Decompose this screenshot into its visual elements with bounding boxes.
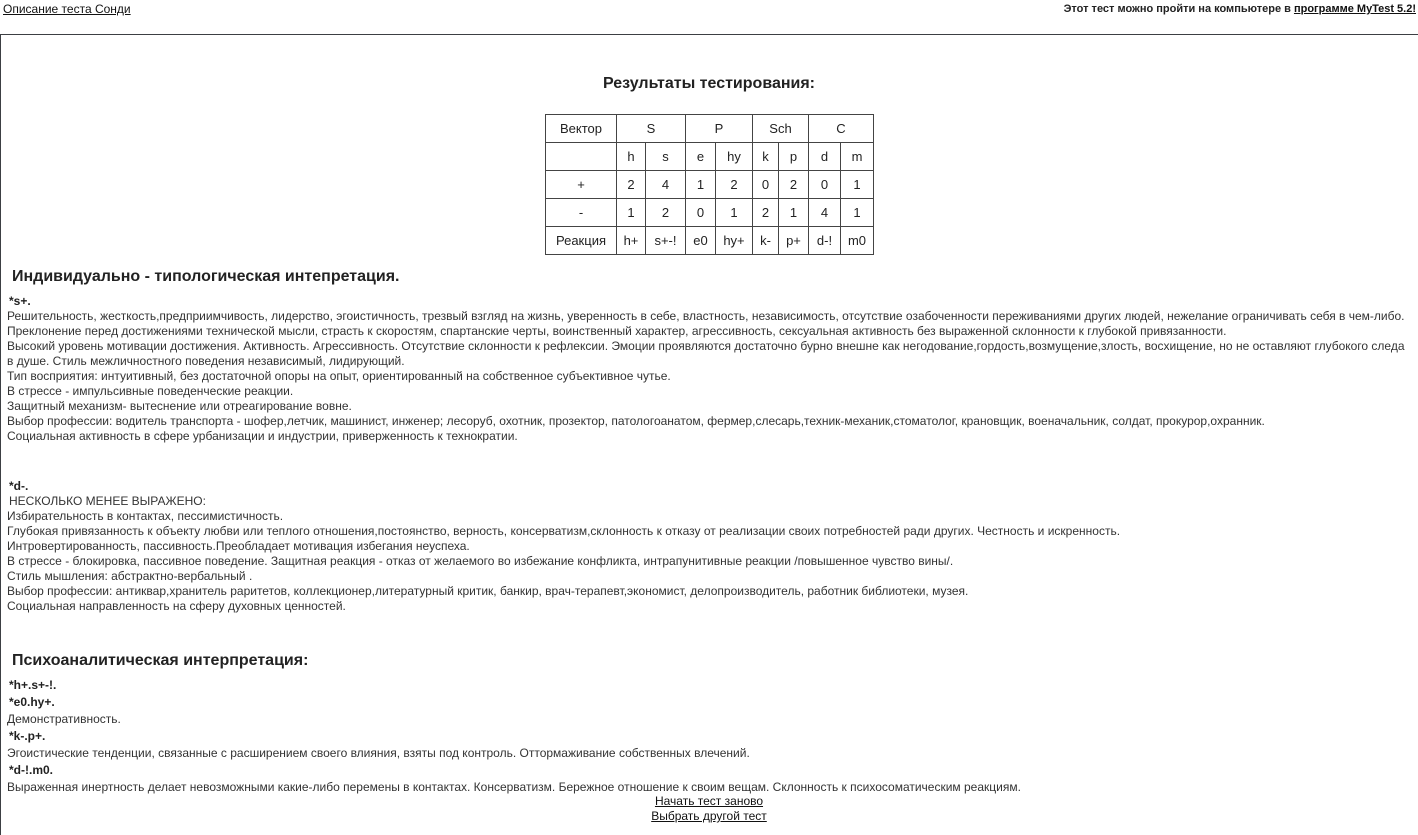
plus-label-cell: + <box>546 171 617 199</box>
factor-code: *s+. <box>9 294 31 308</box>
description-line: В стрессе - блокировка, пассивное поведение. Защитная реакция - отказ от желаемого во избежание конфликта, интрапунитивные реакции /повышенное чувство вины/. <box>7 554 954 568</box>
factor-code: *d-. <box>9 479 29 493</box>
reaction-cell: k- <box>753 227 779 255</box>
description-line: Интровертированность, пассивность.Преобладает мотивация избегания неуспеха. <box>7 539 470 553</box>
factor-cell: k <box>753 143 779 171</box>
factor-cell: s <box>646 143 686 171</box>
factor-code: *k-.p+. <box>9 729 46 743</box>
test-description-link[interactable]: Описание теста Сонди <box>3 2 131 16</box>
description-line: Тип восприятия: интуитивный, без достаточной опоры на опыт, ориентированный на собственное субъективное чутье. <box>7 369 671 383</box>
value-cell: 2 <box>753 199 779 227</box>
value-cell: 1 <box>617 199 646 227</box>
table-row <box>546 143 874 171</box>
factor-cell: h <box>617 143 646 171</box>
typological-block-1 <box>7 294 1407 444</box>
value-cell: 2 <box>716 171 753 199</box>
reaction-cell: d-! <box>809 227 841 255</box>
description-line: Эгоистические тенденции, связанные с расширением своего влияния, взяты под контроль. Оттормаживание собственных влечений. <box>7 746 750 760</box>
description-line: Решительность, жесткость,предприимчивость, лидерство, эгоистичность, трезвый взгляд на жизнь, уверенность в себе, властность, независимость, отсутствие озабоченности переживаниями других людей, нежелание ограничивать себя в чем-либо. Преклонение перед достижениями технической мысли, страсть к скоростям, спартанские черты, воинственный характер, агрессивность, сексуальная активность без выраженной склонности к глубокой привязанности. <box>7 309 1405 338</box>
typological-heading: Индивидуально - типологическая интепретация. <box>12 268 400 285</box>
reaction-cell: hy+ <box>716 227 753 255</box>
bottom-links <box>0 794 1418 824</box>
description-line: Демонстративность. <box>7 712 121 726</box>
description-line: Высокий уровень мотивации достижения. Активность. Агрессивность. Отсутствие склонности к рефлексии. Эмоции проявляются достаточно бурно внешне как негодование,гордость,возмущение,злость, восхищение, но не оставляют глубокого следа в душе. Стиль межличностного поведения независимый, лидирующий. <box>7 339 1405 368</box>
description-line: Выбор профессии: водитель транспорта - шофер,летчик, машинист, инженер; лесоруб, охотник, прозектор, патологоанатом, фермер,слесарь,техник-механик,стоматолог, крановщик, военачальник, солдат, прокурор,охранник. <box>7 414 1265 428</box>
factor-code: *d-!.m0. <box>9 763 54 777</box>
table-row <box>546 199 874 227</box>
reaction-cell: s+-! <box>646 227 686 255</box>
factor-cell: p <box>779 143 809 171</box>
factor-code: *h+.s+-!. <box>9 678 57 692</box>
factor-cell: m <box>841 143 874 171</box>
description-line: Выбор профессии: антиквар,хранитель раритетов, коллекционер,литературный критик, банкир, врач-терапевт,экономист, делопроизводитель, работник библиотеки, музея. <box>7 584 969 598</box>
value-cell: 4 <box>809 199 841 227</box>
factor-cell: hy <box>716 143 753 171</box>
description-line: Глубокая привязанность к объекту любви или теплого отношения,постоянство, верность, консерватизм,склонность к отказу от реализации своих потребностей ради других. Честность и искренность. <box>7 524 1121 538</box>
value-cell: 1 <box>841 171 874 199</box>
choose-other-test-link[interactable]: Выбрать другой тест <box>651 809 767 823</box>
factor-code: *e0.hy+. <box>9 695 55 709</box>
mytest-promo <box>1064 3 1416 15</box>
description-line: Выраженная инертность делает невозможными какие-либо перемены в контактах. Консерватизм. Бережное отношение к своим вещам. Склонность к психосоматическим реакциям. <box>7 780 1021 794</box>
value-cell: 2 <box>779 171 809 199</box>
table-row <box>546 115 874 143</box>
value-cell: 0 <box>686 199 716 227</box>
description-line: Стиль мышления: абстрактно-вербальный . <box>7 569 253 583</box>
psycho-block <box>7 677 1407 796</box>
table-row <box>546 227 874 255</box>
reaction-cell: m0 <box>841 227 874 255</box>
reaction-cell: p+ <box>779 227 809 255</box>
restart-test-link[interactable]: Начать тест заново <box>654 794 764 808</box>
value-cell: 1 <box>716 199 753 227</box>
description-line: Избирательность в контактах, пессимистичность. <box>7 509 284 523</box>
empty-cell <box>546 143 617 171</box>
value-cell: 2 <box>646 199 686 227</box>
vector-cell: S <box>617 115 686 143</box>
results-title: Результаты тестирования: <box>602 75 815 92</box>
value-cell: 1 <box>779 199 809 227</box>
vector-cell: Sch <box>753 115 809 143</box>
vector-cell: P <box>686 115 753 143</box>
factor-cell: e <box>686 143 716 171</box>
value-cell: 0 <box>809 171 841 199</box>
value-cell: 1 <box>841 199 874 227</box>
typological-block-2 <box>7 479 1407 614</box>
minus-label-cell: - <box>546 199 617 227</box>
vector-label-cell: Вектор <box>546 115 617 143</box>
description-line: НЕСКОЛЬКО МЕНЕЕ ВЫРАЖЕНО: <box>9 494 206 508</box>
reaction-label-cell: Реакция <box>546 227 617 255</box>
reaction-cell: e0 <box>686 227 716 255</box>
psycho-heading: Психоаналитическая интерпретация: <box>12 652 309 669</box>
description-line: В стрессе - импульсивные поведенческие реакции. <box>7 384 294 398</box>
value-cell: 4 <box>646 171 686 199</box>
reaction-cell: h+ <box>617 227 646 255</box>
value-cell: 1 <box>686 171 716 199</box>
description-line: Защитный механизм- вытеснение или отреагирование вовне. <box>7 399 352 413</box>
mytest-program-link[interactable]: программе MyTest 5.2! <box>1293 3 1416 15</box>
description-line: Социальная направленность на сферу духовных ценностей. <box>7 599 346 613</box>
promo-text: Этот тест можно пройти на компьютере в <box>1063 3 1291 15</box>
factor-cell: d <box>809 143 841 171</box>
table-row <box>546 171 874 199</box>
value-cell: 0 <box>753 171 779 199</box>
value-cell: 2 <box>617 171 646 199</box>
description-line: Социальная активность в сфере урбанизации и индустрии, приверженность к технократии. <box>7 429 518 443</box>
top-bar <box>0 0 1418 20</box>
vector-cell: C <box>809 115 874 143</box>
results-table <box>545 114 874 255</box>
